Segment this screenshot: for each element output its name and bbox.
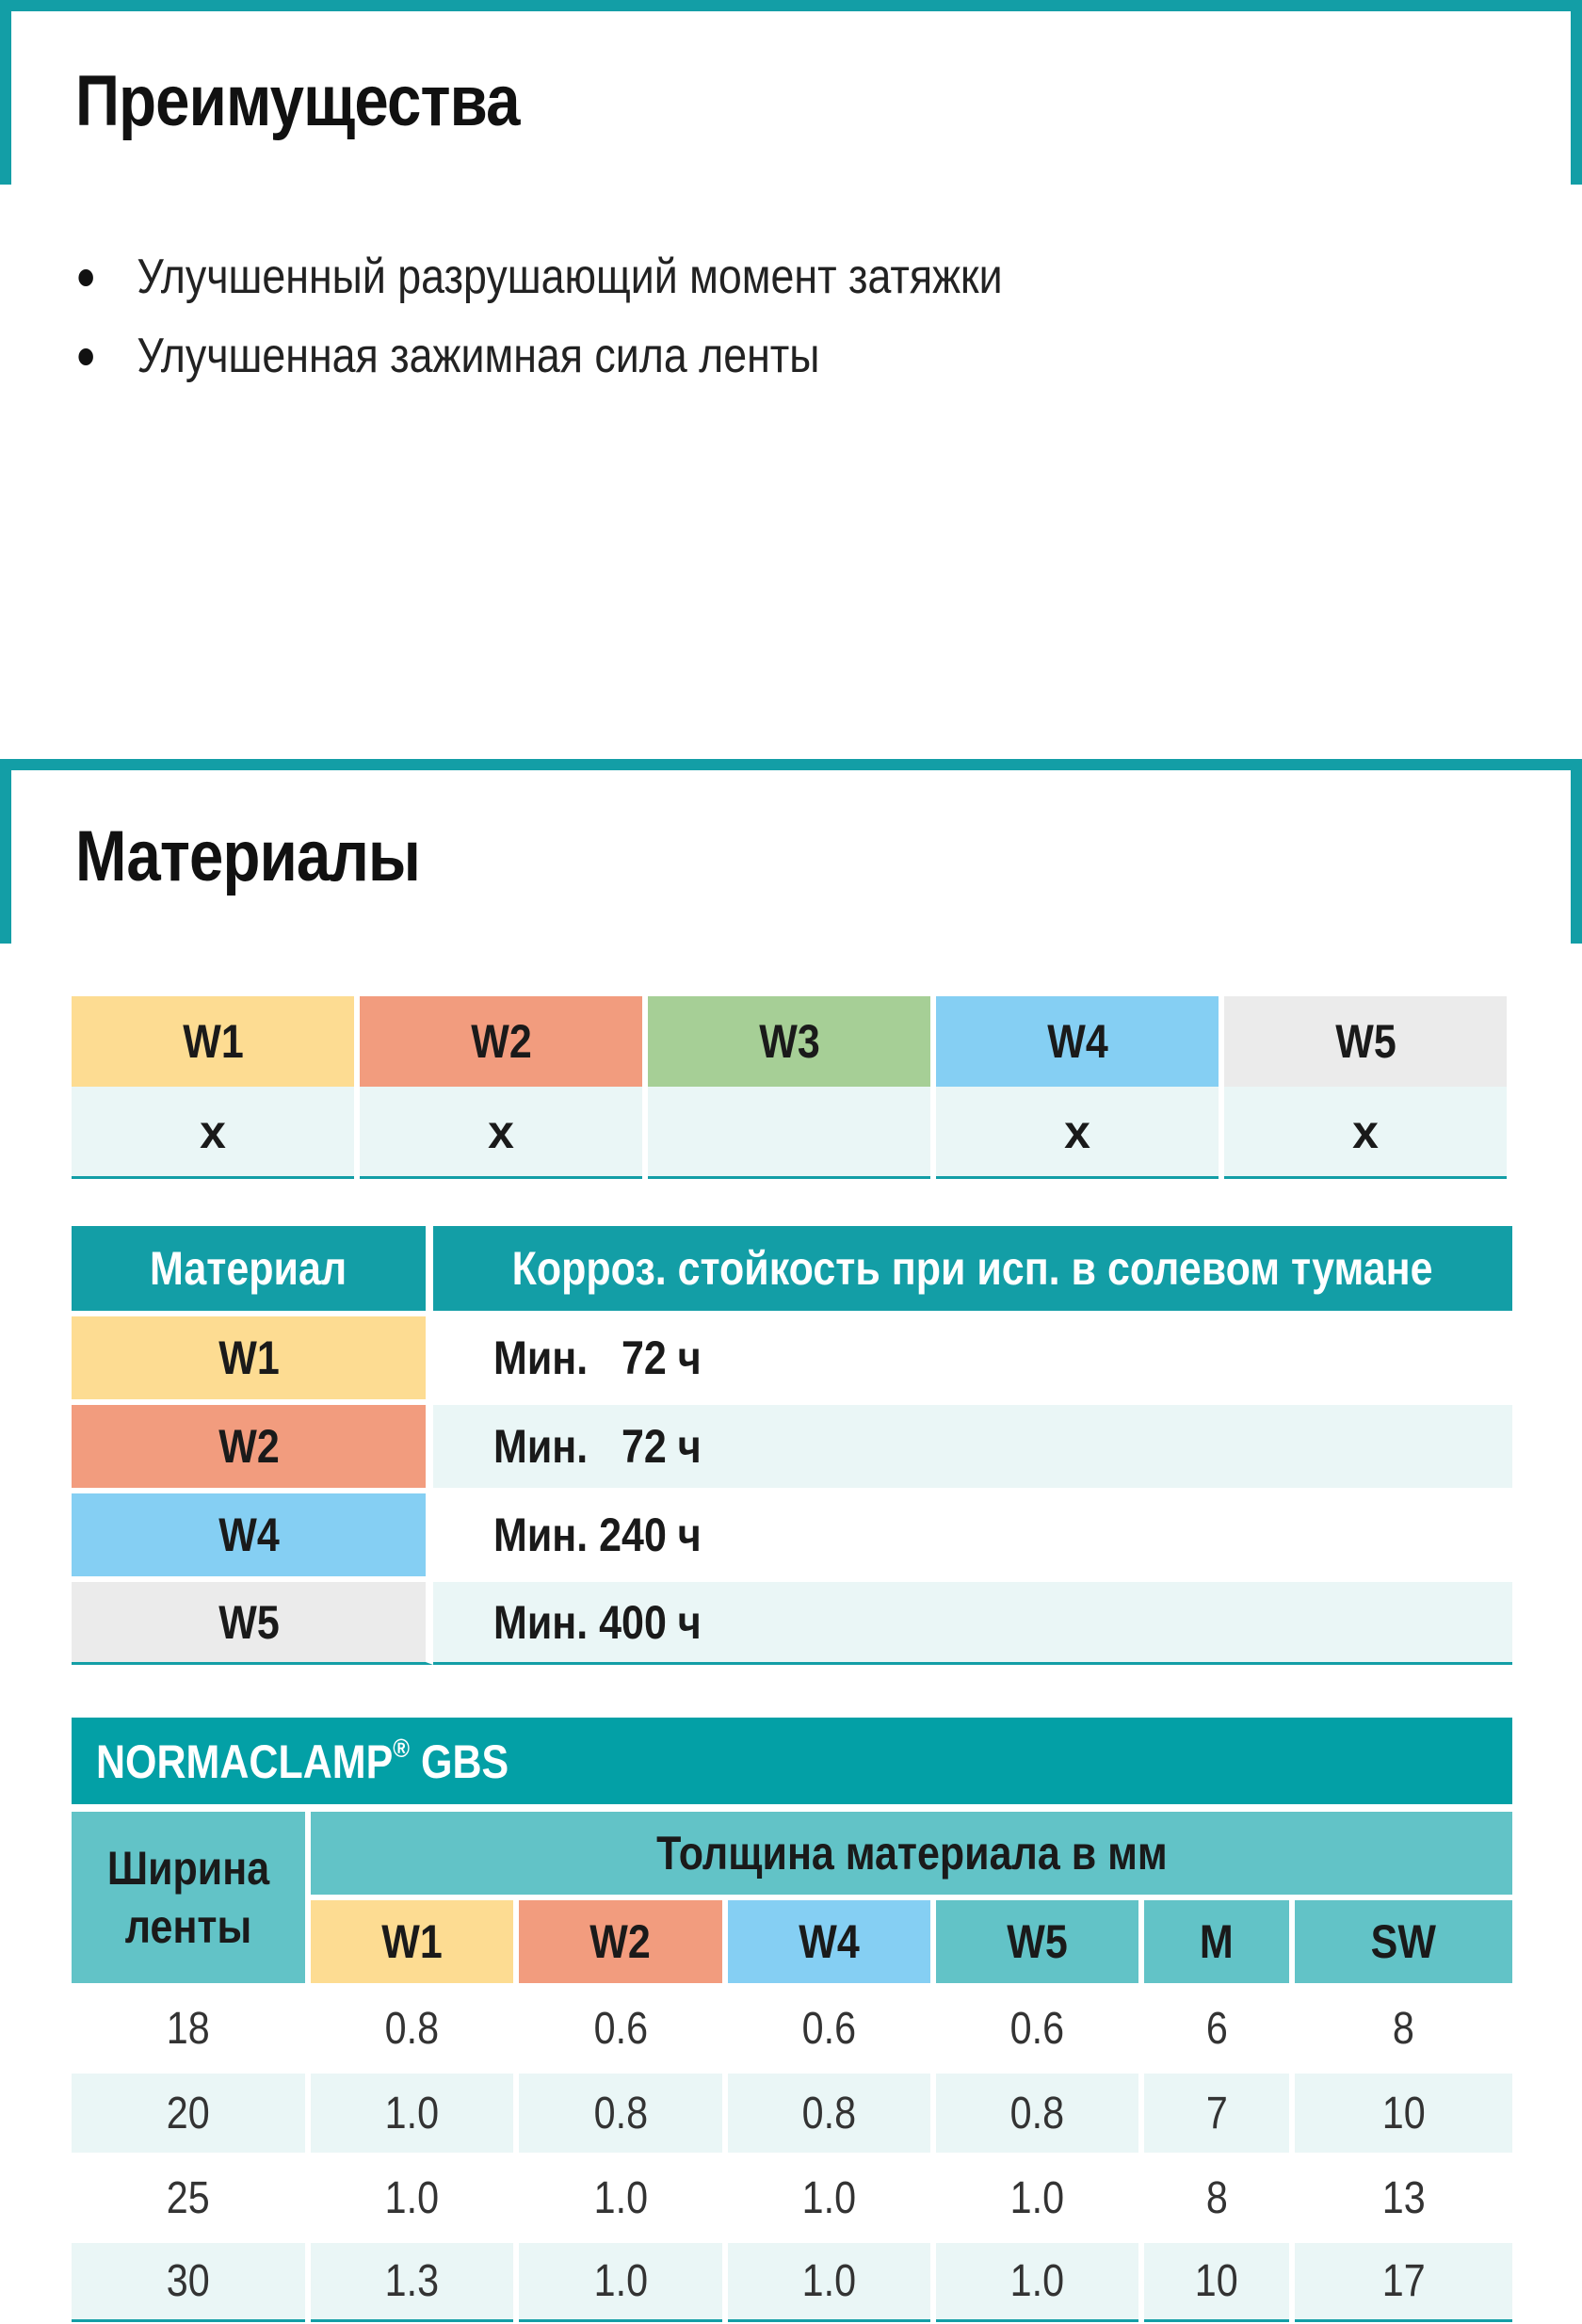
table-row — [72, 1493, 1512, 1576]
table-cell: 20 — [72, 2074, 305, 2153]
material-availability-table — [66, 996, 1512, 1179]
table-cell: 10 — [1144, 2243, 1288, 2322]
advantages-list — [75, 237, 1154, 395]
table-cell: 0.8 — [936, 2074, 1138, 2153]
table-cell: 0.6 — [593, 2003, 648, 2054]
table-cell: 1.0 — [384, 2172, 440, 2223]
table-cell: 25 — [167, 2172, 210, 2223]
table-row — [72, 1582, 1512, 1665]
table-cell: 0.8 — [728, 2074, 930, 2153]
thickness-subheader: W5 — [936, 1900, 1138, 1983]
table-cell: 1.0 — [1009, 2172, 1065, 2223]
table-cell: 6 — [1205, 2003, 1228, 2054]
table-cell: 1.0 — [593, 2172, 648, 2223]
thickness-subheader: M — [1144, 1900, 1288, 1983]
table-cell: 1.0 — [801, 2172, 857, 2223]
corrosion-material-cell: W1 — [72, 1316, 433, 1399]
table-cell: 1.3 — [311, 2243, 513, 2322]
table-row — [72, 2074, 1512, 2153]
normaclamp-title-suffix: GBS — [410, 1735, 509, 1788]
table-cell: 1.0 — [728, 2243, 930, 2322]
table-row — [72, 2158, 1512, 2237]
availability-header-w2: W2 — [360, 996, 642, 1087]
thickness-subheader: SW — [1295, 1900, 1512, 1983]
table-cell: 0.6 — [801, 2003, 857, 2054]
availability-header-w5: W5 — [1224, 996, 1507, 1087]
availability-header-w3: W3 — [648, 996, 930, 1087]
corrosion-material-cell: W2 — [72, 1405, 433, 1488]
table-cell: 7 — [1144, 2074, 1288, 2153]
width-header: Ширина ленты — [72, 1812, 305, 1983]
table-row — [72, 1989, 1512, 2068]
normaclamp-title — [72, 1718, 1512, 1804]
thickness-subheader: W1 — [311, 1900, 513, 1983]
corrosion-material-cell: W4 — [72, 1493, 433, 1576]
table-cell: 30 — [72, 2243, 305, 2322]
registered-mark: ® — [393, 1733, 411, 1763]
corrosion-header-resistance: Корроз. стойкость при исп. в солевом тумане — [433, 1226, 1512, 1311]
corrosion-value-cell: Мин. 400 ч — [433, 1582, 1512, 1665]
table-row — [72, 2243, 1512, 2322]
table-cell: 0.8 — [519, 2074, 721, 2153]
corrosion-material-cell: W5 — [72, 1582, 433, 1665]
table-cell: 1.0 — [519, 2243, 721, 2322]
table-cell: 17 — [1295, 2243, 1512, 2322]
list-item: Улучшенный разрушающий момент затяжки — [75, 237, 1003, 316]
table-cell: 1.0 — [936, 2243, 1138, 2322]
advantages-title: Преимущества — [75, 61, 520, 141]
availability-mark-w5: x — [1224, 1087, 1507, 1179]
availability-header-w1: W1 — [72, 996, 354, 1087]
materials-title: Материалы — [75, 816, 421, 896]
corrosion-value-cell: Мин. 72 ч — [493, 1331, 702, 1384]
table-cell: 0.8 — [384, 2003, 440, 2054]
table-cell: 13 — [1381, 2172, 1426, 2223]
table-cell: 8 — [1392, 2003, 1414, 2054]
table-row — [72, 1405, 1512, 1488]
availability-header-w4: W4 — [936, 996, 1219, 1087]
table-cell: 18 — [167, 2003, 210, 2054]
corrosion-value-cell: Мин. 240 ч — [493, 1509, 702, 1561]
table-cell: 0.6 — [1009, 2003, 1065, 2054]
availability-mark-w3 — [648, 1087, 930, 1179]
table-cell: 8 — [1205, 2172, 1228, 2223]
corrosion-value-cell: Мин. 72 ч — [433, 1405, 1512, 1488]
availability-mark-w2: x — [360, 1087, 642, 1179]
thickness-subheader: W2 — [519, 1900, 721, 1983]
corrosion-header-material: Материал — [72, 1226, 433, 1311]
list-item: Улучшенная зажимная сила ленты — [75, 316, 1003, 395]
thickness-subheader: W4 — [728, 1900, 930, 1983]
normaclamp-title-text: NORMACLAMP — [96, 1735, 394, 1788]
availability-mark-w4: x — [936, 1087, 1219, 1179]
table-row — [72, 1316, 1512, 1399]
normaclamp-table — [66, 1806, 1518, 2324]
table-cell: 10 — [1295, 2074, 1512, 2153]
table-cell: 1.0 — [311, 2074, 513, 2153]
corrosion-table — [72, 1220, 1512, 1670]
availability-mark-w1: x — [72, 1087, 354, 1179]
thickness-header: Толщина материала в мм — [311, 1812, 1512, 1895]
